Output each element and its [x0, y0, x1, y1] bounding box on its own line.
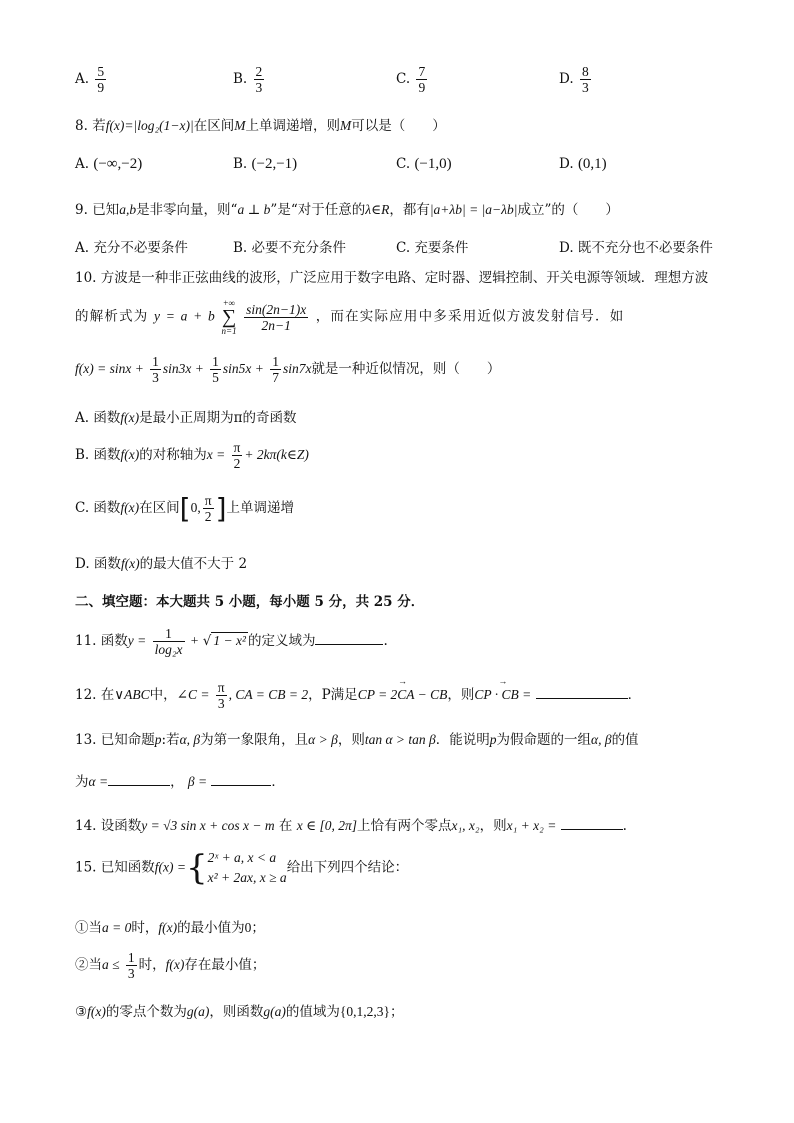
q7-option-d: D. $\frac{8}{3}$: [559, 64, 589, 95]
q9-option-c: C. 充要条件: [396, 240, 469, 256]
q8-option-c: C. (−1,0): [396, 156, 452, 172]
q7-option-a: A. $\frac{5}{9}$: [75, 64, 105, 95]
answer-blank[interactable]: [561, 817, 623, 830]
answer-blank-beta[interactable]: [211, 773, 271, 786]
q15-conclusion-3: ③f(x)的零点个数为g(a)，则函数g(a)的值域为{0,1,2,3}；: [75, 1004, 404, 1020]
fraction: $\frac{8}{3}$: [581, 64, 589, 95]
q11: 11. 函数y = $\frac{1}{\text{log₂x}}$ + √ 1 − x² 的定义域为 .: [75, 626, 388, 657]
q15-stem: 15. 已知函数f(x) ={ 2ˣ + a, x < a x² + 2ax, x ≥ a 给出下列四个结论：: [75, 848, 409, 888]
q10-line3: f(x) = sinx + $\frac{1}{3}$ sin3x + $\frac{1}{5}$ sin5x + $\frac{1}{7}$ sin7x就是一种近似情况，则（ ）: [75, 354, 501, 385]
q10-option-b: B. 函数f(x)的对称轴为x = $\frac{\pi}{2}$ + 2kπ(k∈Z): [75, 440, 309, 471]
answer-blank[interactable]: [536, 686, 628, 699]
fraction: $\frac{\sin(2n-1)x}{2n-1}$: [246, 301, 307, 333]
q13-line2: 为α = ， β = ．: [75, 774, 285, 790]
q8-option-a: A. (−∞,−2): [75, 156, 143, 172]
q8-stem: 8. 若f(x)=|log₂(1−x)|在区间M上单调递增，则M可以是（ ）: [75, 118, 446, 134]
answer-blank[interactable]: [315, 632, 383, 645]
q7-option-b: B. $\frac{2}{3}$: [233, 64, 263, 95]
answer-blank-alpha[interactable]: [108, 773, 170, 786]
q10-option-d: D. 函数f(x)的最大值不大于 2: [75, 556, 248, 572]
q9-option-a: A. 充分不必要条件: [75, 240, 188, 256]
q15-conclusion-2: ②当a ≤ $\frac{1}{3}$ 时，f(x)存在最小值；: [75, 950, 266, 981]
q14: 14. 设函数y = √3 sin x + cos x − m 在 x ∈ [0, 2π]上恰有两个零点x₁, x₂，则x₁ + x₂ = .: [75, 818, 627, 834]
section-title: 二、填空题：本大题共 5 小题，每小题 5 分，共 25 分．: [75, 594, 425, 610]
q10-line1: 10. 方波是一种非正弦曲线的波形，广泛应用于数字电路、定时器、逻辑控制、开关电源等领域．理想方波: [75, 270, 709, 286]
q12: 12. 在∨ABC中，∠C = $\frac{\pi}{3}$ , CA = CB = 2，P满足→ CP = 2CA − CB，则→ CP · CB = ．: [75, 680, 641, 711]
q9-stem: 9. 已知a,b是非零向量，则“a ⊥ b”是“对于任意的λ∈R，都有|a+λb| = |a−λb|成立”的（ ）: [75, 202, 619, 218]
q9-option-b: B. 必要不充分条件: [233, 240, 347, 256]
fraction: $\frac{5}{9}$: [97, 64, 105, 95]
q15-conclusion-1: ①当a = 0时，f(x)的最小值为0；: [75, 920, 265, 936]
q9-option-d: D. 既不充分也不必要条件: [559, 240, 713, 256]
q10-option-c: C. 函数f(x)在区间[0, $\frac{\pi}{2}$ ]上单调递增: [75, 492, 294, 525]
q8-option-d: D. (0,1): [559, 156, 607, 172]
q7-option-c: C. $\frac{7}{9}$: [396, 64, 426, 95]
fraction: $\frac{7}{9}$: [418, 64, 426, 95]
fraction: $\frac{2}{3}$: [255, 64, 263, 95]
q10-option-a: A. 函数f(x)是最小正周期为π的奇函数: [75, 410, 297, 426]
q10-line2: 的解析式为 y = a + b +∞ ∑ n=1 $\frac{\sin(2n-1)x}{2n-1}$ ，而在实际应用中多采用近似方波发射信号．如: [75, 298, 625, 336]
q13-line1: 13. 已知命题p:若α, β为第一象限角，且α > β，则tan α > tan β．能说明p为假命题的一组α, β的值: [75, 732, 639, 748]
q8-option-b: B. (−2,−1): [233, 156, 298, 172]
